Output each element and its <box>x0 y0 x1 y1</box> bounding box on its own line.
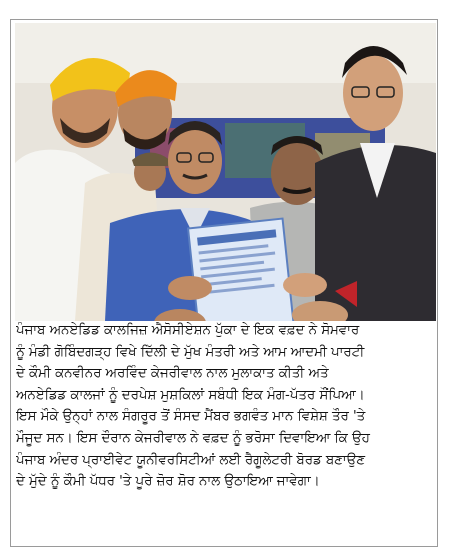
caption-line: ਦੇ ਮੁੱਦੇ ਨੂੰ ਕੌਮੀ ਪੱਧਰ 'ਤੇ ਪੂਰੇ ਜ਼ੋਰ ਸ਼ੋਰ ਨਾਲ ਉਠਾਇਆ ਜਾਵੇਗਾ। <box>16 474 320 490</box>
news-photo <box>15 23 436 321</box>
caption-line: ਨੂੰ ਮੰਡੀ ਗੋਬਿੰਦਗੜ੍ਹ ਵਿਖੇ ਦਿੱਲੀ ਦੇ ਮੁੱਖ ਮੰਤਰੀ ਅਤੇ ਆਮ ਆਦਮੀ ਪਾਰਟੀ <box>16 344 365 360</box>
caption-line: ਅਨਏਡਿਡ ਕਾਲਜਾਂ ਨੂੰ ਦਰਪੇਸ਼ ਮੁਸ਼ਕਿਲਾਂ ਸਬੰਧੀ ਇਕ ਮੰਗ-ਪੱਤਰ ਸੌਂਪਿਆ। <box>16 387 365 403</box>
caption-line: ਪੰਜਾਬ ਅਨਏਡਿਡ ਕਾਲਜਿਜ਼ ਐਸੋਸੀਏਸ਼ਨ ਪੁੱਕਾ ਦੇ ਇਕ ਵਫ਼ਦ ਨੇ ਸੋਮਵਾਰ <box>16 323 360 338</box>
news-caption <box>16 320 436 493</box>
caption-line: ਪੰਜਾਬ ਅੰਦਰ ਪ੍ਰਾਈਵੇਟ ਯੂਨੀਵਰਸਿਟੀਆਂ ਲਈ ਰੈਗੂਲੇਟਰੀ ਬੋਰਡ ਬਣਾਉਣ <box>16 452 365 468</box>
photo-illustration <box>15 23 436 321</box>
caption-line: ਦੇ ਕੌਮੀ ਕਨਵੀਨਰ ਅਰਵਿੰਦ ਕੇਜਰੀਵਾਲ ਨਾਲ ਮੁਲਾਕਾਤ ਕੀਤੀ ਅਤੇ <box>16 366 329 382</box>
caption-line: ਇਸ ਮੌਕੇ ਉਨ੍ਹਾਂ ਨਾਲ ਸੰਗਰੂਰ ਤੋਂ ਸੰਸਦ ਮੈਂਬਰ ਭਗਵੰਤ ਮਾਨ ਵਿਸ਼ੇਸ਼ ਤੌਰ 'ਤੇ <box>16 409 366 425</box>
caption-line: ਮੌਜੂਦ ਸਨ। ਇਸ ਦੌਰਾਨ ਕੇਜਰੀਵਾਲ ਨੇ ਵਫ਼ਦ ਨੂੰ ਭਰੋਸਾ ਦਿਵਾਇਆ ਕਿ ਉਹ <box>16 430 370 446</box>
